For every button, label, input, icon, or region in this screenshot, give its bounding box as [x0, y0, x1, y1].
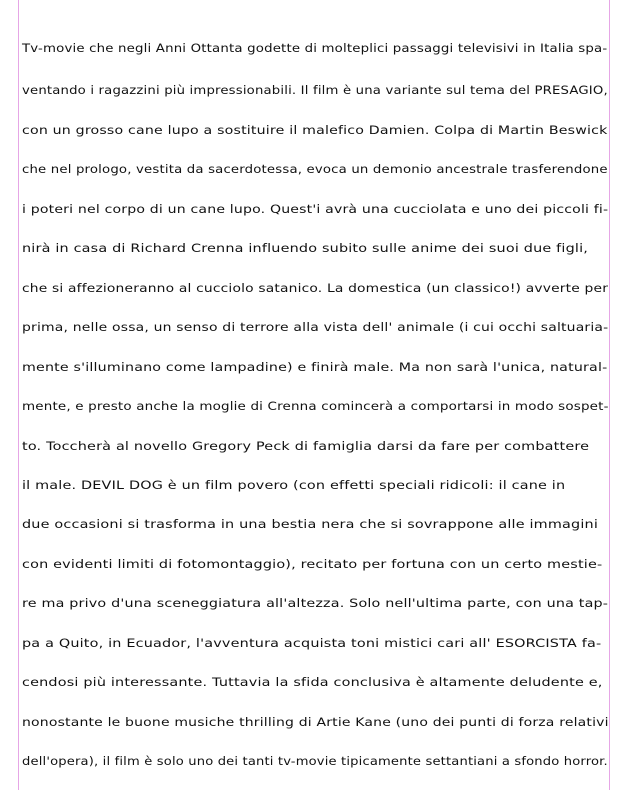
- text-line: con un grosso cane lupo a sostituire il malefico Damien. Colpa di Martin Beswick: [22, 123, 608, 137]
- text-line: i poteri nel corpo di un cane lupo. Quest'i avrà una cucciolata e uno dei piccoli fi-: [22, 202, 609, 216]
- text-line: re ma privo d'una sceneggiatura all'altezza. Solo nell'ultima parte, con una tap-: [22, 596, 609, 610]
- text-line: mente s'illuminano come lampadine) e finirà male. Ma non sarà l'unica, natural-: [22, 360, 608, 374]
- text-line: pa a Quito, in Ecuador, l'avventura acquista toni mistici cari all' ESORCISTA fa-: [22, 636, 602, 650]
- text-line: il male. DEVIL DOG è un film povero (con effetti speciali ridicoli: il cane in: [22, 478, 566, 492]
- text-line: ventando i ragazzini più impressionabili. Il film è una variante sul tema del PRESAGIO,: [22, 83, 608, 97]
- text-line: nirà in casa di Richard Crenna influendo subito sulle anime dei suoi due figli,: [22, 241, 589, 255]
- text-line: Tv-movie che negli Anni Ottanta godette di molteplici passaggi televisivi in Italia spa-: [22, 41, 608, 55]
- text-line: nonostante le buone musiche thrilling di Artie Kane (uno dei punti di forza relativi: [22, 715, 609, 729]
- text-line: cendosi più interessante. Tuttavia la sfida conclusiva è altamente deludente e,: [22, 675, 603, 689]
- text-line: che si affezioneranno al cucciolo satanico. La domestica (un classico!) avverte per: [22, 281, 609, 295]
- text-line: prima, nelle ossa, un senso di terrore alla vista dell' animale (i cui occhi saltuaria-: [22, 320, 609, 334]
- text-line: dell'opera), il film è solo uno dei tanti tv-movie tipicamente settantiani a sfondo horror.: [22, 754, 608, 768]
- text-line: che nel prologo, vestita da sacerdotessa, evoca un demonio ancestrale trasferendone: [22, 162, 608, 176]
- text-line: mente, e presto anche la moglie di Crenna comincerà a comportarsi in modo sospet-: [22, 399, 609, 413]
- handwritten-text-block: [22, 0, 612, 790]
- left-margin-rule: [18, 0, 19, 790]
- text-line: due occasioni si trasforma in una bestia nera che si sovrappone alle immagini: [22, 517, 599, 531]
- text-line: con evidenti limiti di fotomontaggio), recitato per fortuna con un certo mestie-: [22, 557, 603, 571]
- text-line: to. Toccherà al novello Gregory Peck di famiglia darsi da fare per combattere: [22, 439, 590, 453]
